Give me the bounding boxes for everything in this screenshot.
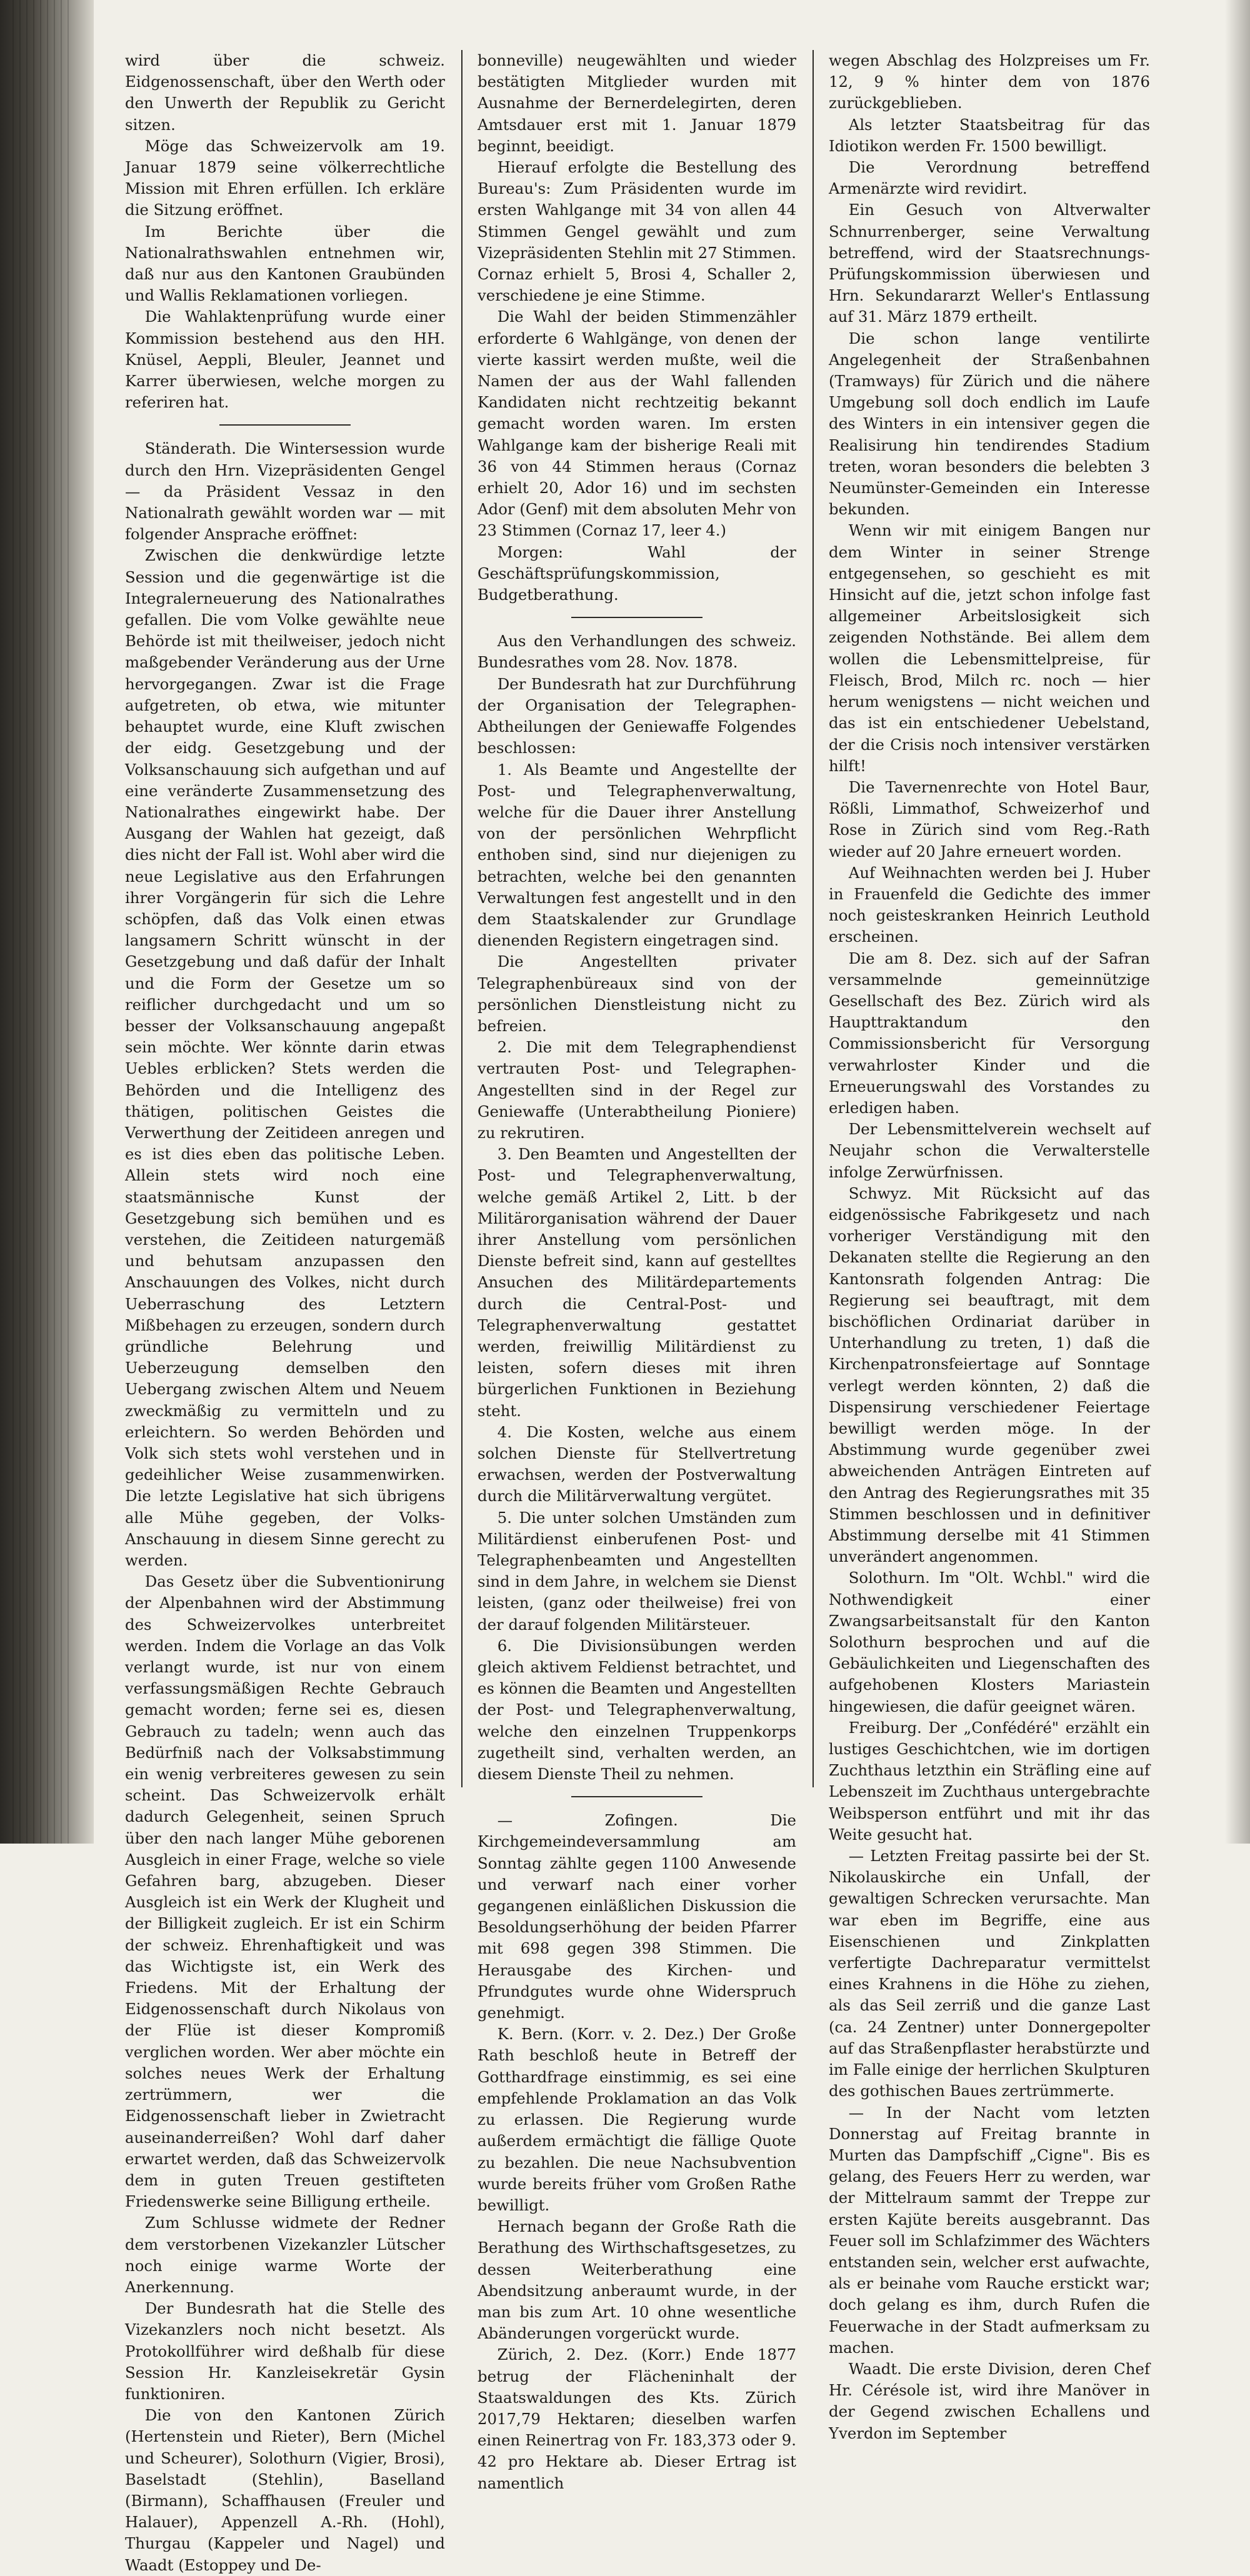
paragraph: bonneville) neugewählten und wieder bestätigten Mitglieder wurden mit Ausnahme der Bernerdelegirten, deren Amtsdauer erst mit 1. Januar 1879 beginnt, beeidigt. (478, 51, 796, 155)
paragraph: Ständerath. Die Wintersession wurde durch den Hrn. Vizepräsidenten Gengel — da Präsident Vessaz in den Nationalrath gewählt worden war — mit folgender Ansprache eröffnet: (125, 439, 445, 544)
paragraph: 6. Die Divisionsübungen werden gleich aktivem Feldienst betrachtet, und es können die Beamten und Angestellten der Post- und Telegraphenverwaltung, welche den einzelnen Truppenkorps zugetheilt sind, verhalten werden, an diesem Dienste Theil zu nehmen. (478, 1636, 796, 1784)
paragraph: Zwischen die denkwürdige letzte Session und die gegenwärtige ist die Integralerneuerung des Nationalrathes gefallen. Die vom Volke gewählte neue Behörde ist mit theilweiser, jedoch nicht maßgebender Veränderung aus der Urne hervorgegangen. Zwar ist die Frage aufgetreten, ob etwa, wie mitunter behauptet wurde, eine Kluft zwischen der eidg. Gesetzgebung und der Volksanschauung sich aufgethan und auf eine veränderte Zusammensetzung des Nationalrathes eingewirkt habe. Der Ausgang der Wahlen hat gezeigt, daß dies nicht der Fall ist. Wohl aber wird die neue Legislative aus den Erfahrungen ihrer Vorgängerin für sich die Lehre schöpfen, daß das Volk einen etwas langsamern Schritt wünscht in der Gesetzgebung und daß dafür der Inhalt und die Form der Gesetze um so reiflicher durchgedacht und um so besser der Volksanschauung angepaßt sein möchte. Wer könnte darin etwas Uebles erblicken? Stets werden die Behörden und die Intelligenz des thätigen, politischen Geistes die Verwerthung der Zeitideen anregen und es ist dies eben das politische Leben. Allein stets wird noch eine staatsmännische Kunst der Gesetzgebung sich bemühen und es verstehen, die Zeitideen naturgemäß und behutsam anzupassen den Anschauungen des Volkes, nicht durch Ueberraschung des Letztern Mißbehagen zu erzeugen, sondern durch gründliche Belehrung und Ueberzeugung demselben den Uebergang zwischen Altem und Neuem zweckmäßig zu vermitteln und zu erleichtern. So werden Behörden und Volk sich stets wohl verstehen und in gedeihlicher Weise zusammenwirken. Die letzte Legislative hat sich übrigens alle Mühe gegeben, der Volks-Anschauung in diesem Sinne gerecht zu werden. (125, 546, 445, 1570)
paragraph: Zürich, 2. Dez. (Korr.) Ende 1877 betrug der Flächeninhalt der Staatswaldungen des Kts. Zürich 2017,79 Hektaren; dieselben warfen einen Reinertrag von Fr. 183,373 oder 9. 42 pro Hektare ab. Dieser Ertrag ist namentlich (478, 2345, 796, 2492)
newspaper-page (125, 50, 1150, 2574)
binding-texture (12, 0, 69, 1844)
paragraph: Die am 8. Dez. sich auf der Safran versammelnde gemeinnützige Gesellschaft des Bez. Zürich wird als Haupttraktandum den Commissionsbericht für Versorgung verwahrloster Kinder und die Erneuerungswahl des Vorstandes zu erledigen haben. (829, 949, 1150, 1117)
paragraph: Der Bundesrath hat die Stelle des Vizekanzlers noch nicht besetzt. Als Protokollführer wird deßhalb für diese Session Hr. Kanzleisekretär Gysin funktioniren. (125, 2299, 445, 2403)
paragraph: Die Angestellten privater Telegraphenbüreaux sind von der persönlichen Dienstleistung nicht zu befreien. (478, 952, 796, 1035)
section-separator (219, 424, 351, 426)
paragraph: Das Gesetz über die Subventionirung der Alpenbahnen wird der Abstimmung des Schweizervolkes unterbreitet werden. Indem die Vorlage an das Volk verlangt wurde, ist nur von einem verfassungsmäßigen Rechte Gebrauch gemacht worden; ferne sei es, diesen Gebrauch zu tadeln; wenn auch das Bedürfniß nach der Volksabstimmung ein wenig verbreiteres gewesen zu sein scheint. Das Schweizervolk erhält dadurch Gelegenheit, seinen Spruch über den nach langer Mühe geborenen Ausgleich in einer Frage, welche so viele Gefahren barg, abzugeben. Dieser Ausgleich ist ein Werk der Klugheit und der Billigkeit zugleich. Er ist ein Schirm der schweiz. Ehrenhaftigkeit und was das Wichtigste ist, ein Werk des Friedens. Mit der Erhaltung der Eidgenossenschaft durch Nikolaus von der Flüe ist dieser Kompromiß verglichen worden. Wer aber möchte ein solches neues Werk der Erhaltung zertrümmern, wer die Eidgenossenschaft lieber in Zwietracht auseinanderreißen? Wohl darf daher erwartet werden, daß das Schweizervolk dem in guten Treuen gestifteten Friedenswerke seine Billigung ertheile. (125, 1572, 445, 2211)
paragraph: Der Lebensmittelverein wechselt auf Neujahr schon die Verwalterstelle infolge Zerwürfnissen. (829, 1120, 1150, 1181)
section-separator (571, 1796, 702, 1797)
paragraph: 1. Als Beamte und Angestellte der Post- und Telegraphenverwaltung, welche für die Dauer ihrer Anstellung von der persönlichen Wehrpflicht enthoben sind, sind nur diejenigen zu betrachten, welche bei den genannten Verwaltungen fest angestellt und in den dem Staatskalender zur Grundlage dienenden Registern eingetragen sind. (478, 760, 796, 950)
paragraph: 5. Die unter solchen Umständen zum Militärdienst einberufenen Post- und Telegraphenbeamten und Angestellten sind in dem Jahre, in welchem sie Dienst leisten, (ganz oder theilweise) frei von der darauf folgenden Militärsteuer. (478, 1508, 796, 1634)
paragraph: 3. Den Beamten und Angestellten der Post- und Telegraphenverwaltung, welche gemäß Artikel 2, Litt. b der Militärorganisation während der Dauer ihrer Anstellung vom persönlichen Dienste befreit sind, kann auf gestelltes Ansuchen des Militärdepartements durch die Central-Post- und Telegraphenverwaltung gestattet werden, freiwillig Militärdienst zu leisten, sofern dieses mit ihren bürgerlichen Funktionen in Beziehung steht. (478, 1145, 796, 1420)
paragraph: — In der Nacht vom letzten Donnerstag auf Freitag brannte in Murten das Dampfschiff „Cigne". Bis es gelang, des Feuers Herr zu werden, war der Mittelraum sammt der Treppe zur ersten Kajüte bereits ausgebrannt. Das Feuer soll im Schlafzimmer des Wächters entstanden sein, welcher erst aufwachte, als er beinahe vom Rauche erstickt war; doch gelang es ihm, durch Rufen die Feuerwache in der Stadt aufmerksam zu machen. (829, 2103, 1150, 2357)
paragraph: K. Bern. (Korr. v. 2. Dez.) Der Große Rath beschloß heute in Betreff der Gotthardfrage einstimmig, es sei eine empfehlende Proklamation an das Volk zu erlassen. Die Regierung wurde außerdem ermächtigt die fällige Quote zu bezahlen. Die neue Nachsubvention wurde bereits früher vom Großen Rathe bewilligt. (478, 2025, 796, 2214)
paragraph: Im Berichte über die Nationalrathswahlen entnehmen wir, daß nur aus den Kantonen Graubünden und Wallis Reklamationen vorliegen. (125, 222, 445, 305)
paragraph: Die Verordnung betreffend Armenärzte wird revidirt. (829, 158, 1150, 198)
paragraph: Freiburg. Der „Confédéré" erzählt ein lustiges Geschichtchen, wie im dortigen Zuchthaus letzthin ein Sträfling eine auf Lebenszeit im Zuchthaus untergebrachte Weibsperson entführt und mit ihr das Weite gesucht hat. (829, 1718, 1150, 1844)
paragraph: Schwyz. Mit Rücksicht auf das eidgenössische Fabrikgesetz und nach vorheriger Verständigung mit den Dekanaten stellte die Regierung an den Kantonsrath folgenden Antrag: Die Regierung sei beauftragt, mit dem bischöflichen Ordinariat darüber in Unterhandlung zu treten, 1) daß die Kirchenpatronsfeiertage auf Sonntage verlegt werden könnten, 2) daß die Dispensirung verschiedener Feiertage bewilligt werden möge. In der Abstimmung wurde gegenüber zwei abweichenden Anträgen Eintreten auf den Antrag des Regierungsrathes mit 35 Stimmen beschlossen und in definitiver Abstimmung derselbe mit 41 Stimmen unverändert angenommen. (829, 1184, 1150, 1566)
page-edge-shadow (1225, 0, 1250, 1844)
paragraph: wird über die schweiz. Eidgenossenschaft, über den Werth oder den Unwerth der Republik zu Gericht sitzen. (125, 51, 445, 134)
paragraph: Solothurn. Im "Olt. Wchbl." wird die Nothwendigkeit einer Zwangsarbeitsanstalt für den Kanton Solothurn besprochen und auf die Gebäulichkeiten und Liegenschaften des aufgehobenen Klosters Mariastein hingewiesen, die dafür geeignet wären. (829, 1569, 1150, 1715)
paragraph: Möge das Schweizervolk am 19. Januar 1879 seine völkerrechtliche Mission mit Ehren erfüllen. Ich erkläre die Sitzung eröffnet. (125, 136, 445, 219)
column-rule-left (461, 50, 462, 1787)
paragraph: Die Wahl der beiden Stimmenzähler erforderte 6 Wahlgänge, von denen der vierte kassirt werden mußte, weil die Namen der aus der Wahl fallenden Kandidaten nicht rechtzeitig bekannt gemacht worden waren. Im ersten Wahlgange kam der bisherige Reali mit 36 von 44 Stimmen heraus (Cornaz erhielt 20, Ador 16) und im sechsten Ador (Genf) mit dem absoluten Mehr von 23 Stimmen (Cornaz 17, leer 4.) (478, 307, 796, 540)
paragraph: Waadt. Die erste Division, deren Chef Hr. Cérésole ist, wird ihre Manöver in der Gegend zwischen Echallens und Yverdon im September (829, 2359, 1150, 2442)
paragraph: Hierauf erfolgte die Bestellung des Bureau's: Zum Präsidenten wurde im ersten Wahlgange mit 34 von allen 44 Stimmen Gengel gewählt und zum Vizepräsidenten Stehlin mit 27 Stimmen. Cornaz erhielt 5, Brosi 4, Schaller 2, verschiedene je eine Stimme. (478, 158, 796, 305)
paragraph: Die Tavernenrechte von Hotel Baur, Rößli, Limmathof, Schweizerhof und Rose in Zürich sind vom Reg.-Rath wieder auf 20 Jahre erneuert worden. (829, 777, 1150, 861)
paragraph: Die von den Kantonen Zürich (Hertenstein und Rieter), Bern (Michel und Scheurer), Solothurn (Vigier, Brosi), Baselstadt (Stehlin), Baselland (Birmann), Schaffhausen (Freuler und Halauer), Appenzell A.-Rh. (Hohl), Thurgau (Kappeler und Nagel) und Waadt (Estoppey und De- (125, 2406, 445, 2574)
paragraph: — Zofingen. Die Kirchgemeindeversammlung am Sonntag zählte gegen 1100 Anwesende und verwarf nach einer vorher gegangenen einläßlichen Diskussion die Besoldungserhöhung der beiden Pfarrer mit 698 gegen 398 Stimmen. Die Herausgabe des Kirchen- und Pfrundgutes wurde ohne Widerspruch genehmigt. (478, 1811, 796, 2022)
paragraph: Die Wahlaktenprüfung wurde einer Kommission bestehend aus den HH. Knüsel, Aeppli, Bleuler, Jeannet und Karrer überwiesen, welche morgen zu referiren hat. (125, 307, 445, 412)
paragraph: 2. Die mit dem Telegraphendienst vertrauten Post- und Telegraphen-Angestellten sind in der Regel zur Geniewaffe (Unterabtheilung Pioniere) zu rekrutiren. (478, 1038, 796, 1142)
paragraph: Ein Gesuch von Altverwalter Schnurrenberger, seine Verwaltung betreffend, wird der Staatsrechnungs-Prüfungskommission überwiesen und Hrn. Sekundararzt Weller's Entlassung auf 31. März 1879 ertheilt. (829, 201, 1150, 326)
paragraph: Als letzter Staatsbeitrag für das Idiotikon werden Fr. 1500 bewilligt. (829, 115, 1150, 155)
paragraph: Zum Schlusse widmete der Redner dem verstorbenen Vizekanzler Lütscher noch einige warme Worte der Anerkennung. (125, 2214, 445, 2296)
paragraph: Hernach begann der Große Rath die Berathung des Wirthschaftsgesetzes, zu dessen Weiterberathung eine Abendsitzung anberaumt wurde, in der man bis zum Art. 10 ohne wesentliche Abänderungen vorgerückt wurde. (478, 2217, 796, 2343)
paragraph: Die schon lange ventilirte Angelegenheit der Straßenbahnen (Tramways) für Zürich und die nähere Umgebung soll doch endlich im Laufe des Winters in ein intensiver gegen die Realisirung hin tendirendes Stadium treten, woran besonders die belebten 3 Neumünster-Gemeinden ein Interesse bekunden. (829, 329, 1150, 519)
paragraph: — Letzten Freitag passirte bei der St. Nikolauskirche ein Unfall, der gewaltigen Schrecken verursachte. Man war eben im Begriffe, eine aus Eisenschienen und Zinkplatten verfertigte Dachreparatur vermittelst eines Krahnens in die Höhe zu ziehen, als das Seil zerriß und die ganze Last (ca. 24 Zentner) unter Donnergepolter auf das Straßenpflaster herabstürzte und im Falle einige der herrlichen Skulpturen des gothischen Baues zertrümmerte. (829, 1847, 1150, 2100)
paragraph: Morgen: Wahl der Geschäftsprüfungskommission, Budgetberathung. (478, 542, 796, 604)
paragraph: Wenn wir mit einigem Bangen nur dem Winter in seiner Strenge entgegensehen, so geschieht es mit Hinsicht auf die, jetzt schon infolge fast allgemeiner Arbeitslosigkeit sich zeigenden Nothstände. Bei allem dem wollen die Lebensmittelpreise, für Fleisch, Brod, Milch rc. noch — hier herum wenigstens — nicht weichen und das ist ein entschiedener Uebelstand, der die Crisis noch intensiver verstärken hilft! (829, 521, 1150, 775)
column-2 (478, 50, 796, 2492)
paragraph: Der Bundesrath hat zur Durchführung der Organisation der Telegraphen-Abtheilungen der Geniewaffe Folgendes beschlossen: (478, 674, 796, 757)
column-rule-right (812, 50, 814, 1787)
column-1 (125, 50, 445, 2574)
column-3 (829, 50, 1150, 2442)
paragraph: 4. Die Kosten, welche aus einem solchen Dienste für Stellvertretung erwachsen, werden der Postverwaltung durch die Militärverwaltung vergütet. (478, 1422, 796, 1505)
paragraph: Aus den Verhandlungen des schweiz. Bundesrathes vom 28. Nov. 1878. (478, 632, 796, 672)
paragraph: wegen Abschlag des Holzpreises um Fr. 12, 9 % hinter dem von 1876 zurückgeblieben. (829, 51, 1150, 112)
book-binding (0, 0, 94, 1844)
paragraph: Auf Weihnachten werden bei J. Huber in Frauenfeld die Gedichte des immer noch geisteskranken Heinrich Leuthold erscheinen. (829, 863, 1150, 946)
section-separator (571, 617, 702, 618)
